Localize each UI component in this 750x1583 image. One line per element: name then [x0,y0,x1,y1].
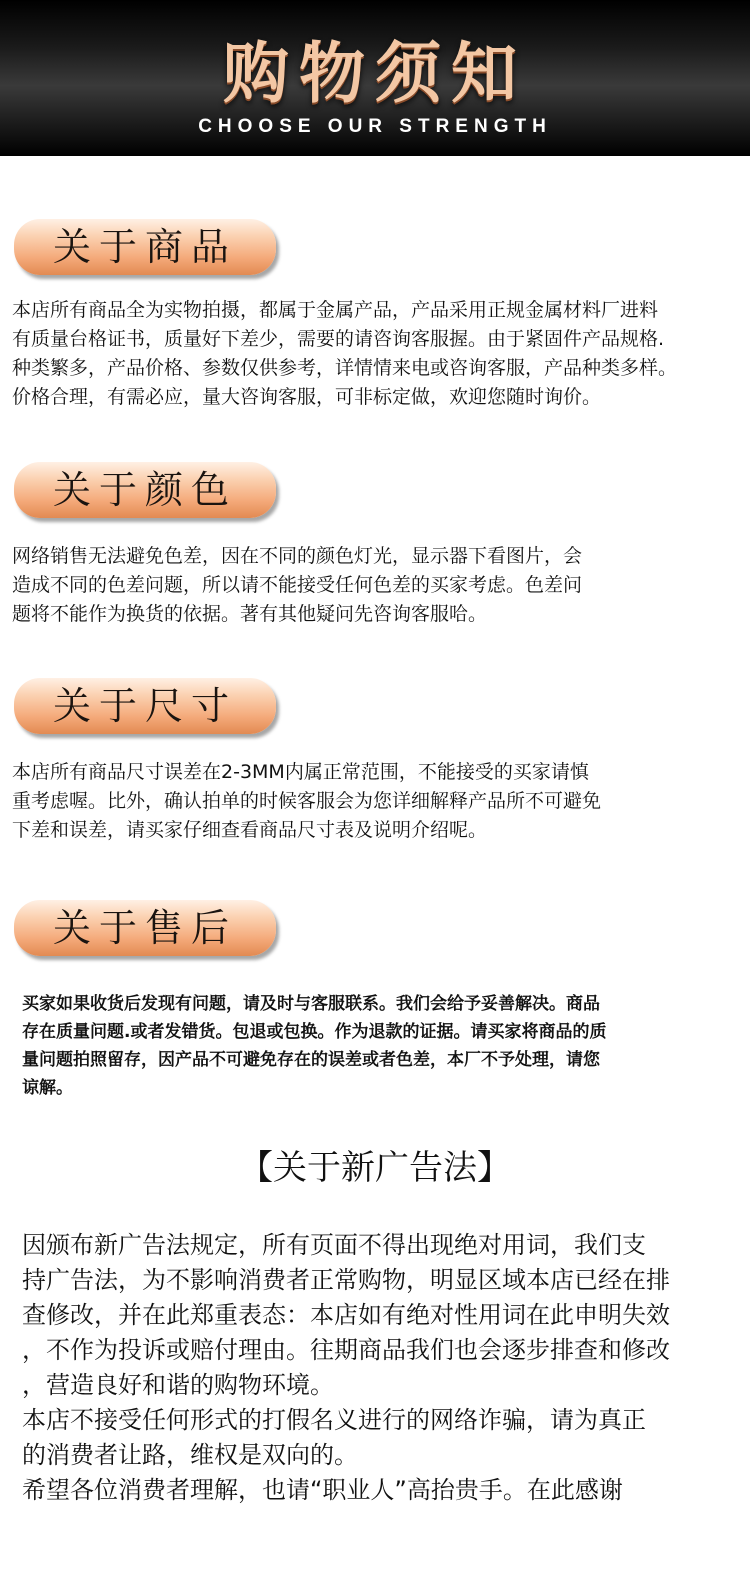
ad-law-title: 【关于新广告法】 [239,1148,511,1188]
section-heading-label: 关于商品 [52,225,237,269]
section-heading-aftersales [14,900,276,956]
banner-subtitle: CHOOSE OUR STRENGTH [198,116,552,137]
section-heading-label: 关于售后 [52,906,237,950]
section-text-aftersales: 买家如果收货后发现有问题，请及时与客服联系。我们会给予妥善解决。商品 存在质量问题.或者发错货。包退或包换。作为退款的证据。请买家将商品的质 量问题拍照留存，因产品不可避免存在的误差或者色差，本厂不予处理，请您 谅解。 [22,994,607,1098]
section-heading-label: 关于尺寸 [52,684,237,728]
ad-law-paragraph: 本店不接受任何形式的打假名义进行的网络诈骗，请为真正 的消费者让路，维权是双向的。 [22,1406,646,1469]
section-heading-size [14,678,276,734]
section-heading-products [14,219,276,275]
section-heading-color [14,462,276,518]
ad-law-paragraph: 希望各位消费者理解，也请“职业人”高抬贵手。在此感谢 [22,1476,623,1504]
ad-law-body [22,1228,722,1508]
section-text-color: 网络销售无法避免色差，因在不同的颜色灯光，显示器下看图片，会 造成不同的色差问题，所以请不能接受任何色差的买家考虑。色差问 题将不能作为换货的依据。著有其他疑问先咨询客服哈。 [12,545,583,625]
section-text-products: 本店所有商品全为实物拍摄，都属于金属产品，产品采用正规金属材料厂进料 有质量台格证书，质量好下差少，需要的请咨询客服握。由于紧固件产品规格. 种类繁多，产品价格、参数仅供参考，详情情来电或咨询客服，产品种类多样。 价格合理，有需必应，量大咨询客服，可非标定做，欢迎您随时询价。 [12,299,678,408]
section-heading-label: 关于颜色 [52,468,237,512]
ad-law-paragraph: 因颁布新广告法规定，所有页面不得出现绝对用词，我们支 持广告法，为不影响消费者正常购物，明显区域本店已经在排 查修改，并在此郑重表态：本店如有绝对性用词在此申明失效 ，不作为投诉或赔付理由。往期商品我们也会逐步排查和修改 ，营造良好和谐的购物环境。 [22,1231,670,1399]
header-banner [0,0,750,156]
section-text-size: 本店所有商品尺寸误差在2-3MM内属正常范围，不能接受的买家请慎 重考虑喔。比外，确认拍单的时候客服会为您详细解释产品所不可避免 下差和误差，请买家仔细查看商品尺寸表及说明介绍呢。 [12,761,602,841]
banner-title: 购物须知 [223,35,527,112]
